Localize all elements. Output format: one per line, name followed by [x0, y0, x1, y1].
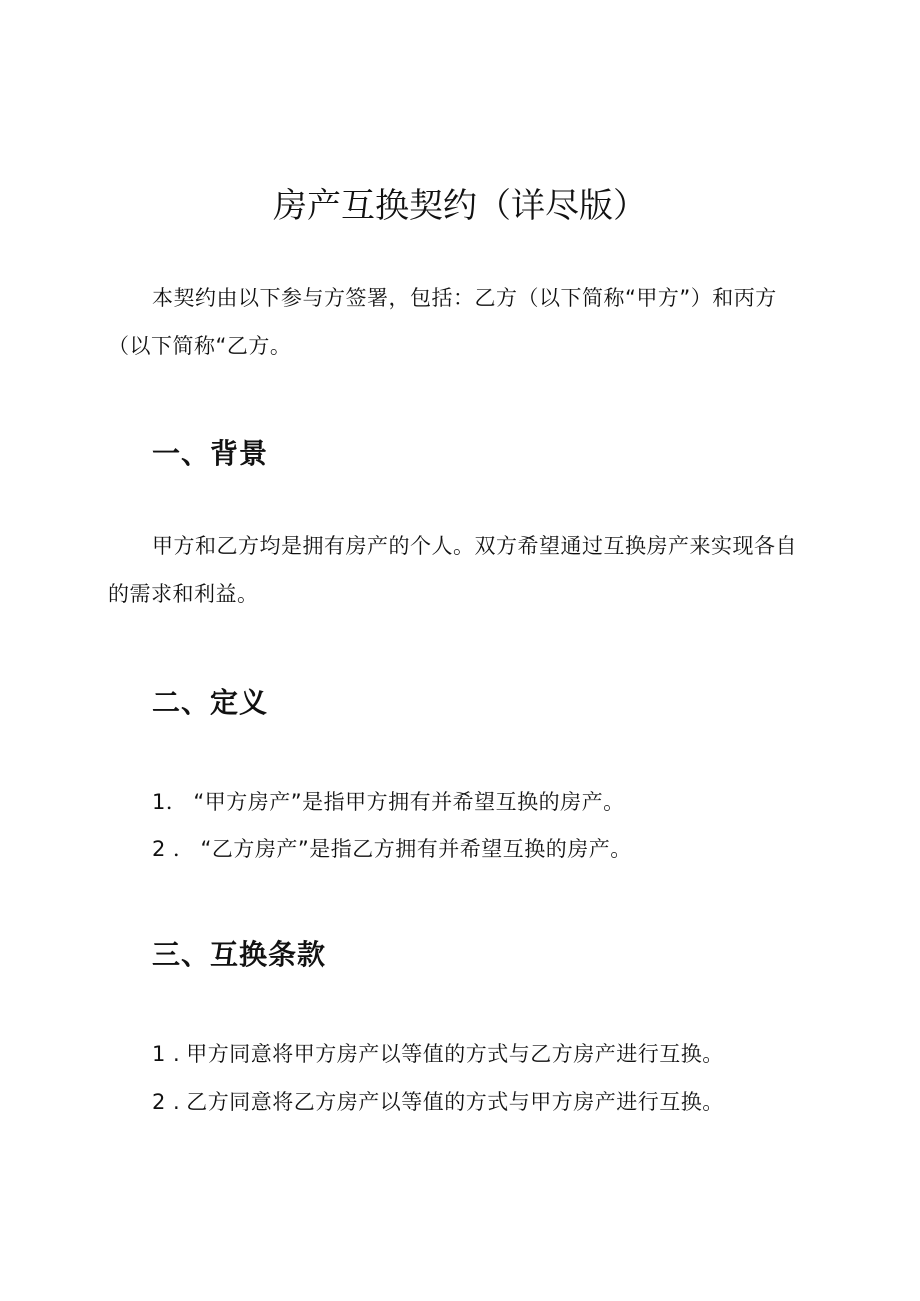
- document-title: 房产互换契约（详尽版）: [273, 186, 647, 226]
- exchange-term-number: 1 .: [152, 1042, 181, 1066]
- exchange-term-text: 甲方同意将甲方房产以等值的方式与乙方房产进行互换。: [186, 1042, 724, 1066]
- background-paragraph: 甲方和乙方均是拥有房产的个人。双方希望通过互换房产来实现各自的需求和利益。: [108, 534, 797, 606]
- definition-item-text: “乙方房产”是指乙方拥有并希望互换的房产。: [200, 837, 632, 861]
- exchange-term-text: 乙方同意将乙方房产以等值的方式与甲方房产进行互换。: [186, 1090, 724, 1114]
- exchange-term-number: 2 .: [152, 1090, 181, 1114]
- exchange-term-item: [152, 1038, 724, 1068]
- intro-paragraph: 本契约由以下参与方签署，包括：乙方（以下简称“甲方”）和丙方（以下简称“乙方。: [108, 286, 777, 358]
- definition-item-number: 1．: [152, 790, 188, 814]
- definition-item: [152, 833, 632, 863]
- definition-item-text: “甲方房产”是指甲方拥有并希望互换的房产。: [193, 790, 625, 814]
- section-heading-background: 一、背景: [152, 437, 269, 470]
- section-heading-definitions: 二、定义: [152, 686, 269, 719]
- definition-item-number: 2 ．: [152, 837, 195, 861]
- exchange-term-item: [152, 1086, 724, 1116]
- section-heading-exchange-terms: 三、互换条款: [152, 938, 327, 971]
- definition-item: [152, 786, 625, 816]
